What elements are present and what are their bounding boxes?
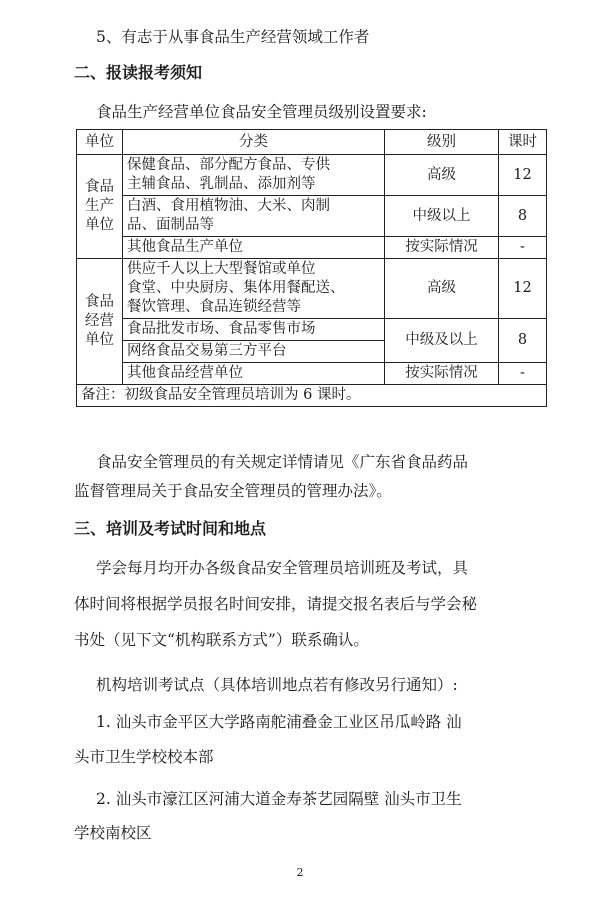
category-cell: 其他食品经营单位 [123,363,385,385]
hours-cell: - [499,237,547,259]
site-1-line-2: 头市卫生学校校本部 [74,748,214,766]
table-row [77,237,547,259]
header-level: 级别 [385,130,499,155]
site-2-line-2: 学校南校区 [74,824,152,842]
site-2-line-1: 2. 汕头市濠江区河浦大道金寿茶艺园隔壁 汕头市卫生 [96,790,462,808]
level-cell: 中级及以上 [385,319,499,363]
site-1-line-1: 1. 汕头市金平区大学路南舵浦叠金工业区吊瓜岭路 汕 [96,713,462,731]
table-intro: 食品生产经营单位食品安全管理员级别设置要求: [96,103,427,121]
reference-line-2: 监督管理局关于食品安全管理员的管理办法》。 [74,482,392,500]
section-heading-2: 二、报读报考须知 [74,63,203,82]
paragraph-line-2: 体时间将根据学员报名时间安排，请提交报名表后与学会秘 [74,595,478,613]
hours-cell: 12 [499,259,547,319]
unit-cell-production: 食品 生产 单位 [77,155,123,259]
level-cell: 按实际情况 [385,237,499,259]
reference-line-1: 食品安全管理员的有关规定详情请见《广东省食品药品 [96,453,469,471]
unit-cell-operation: 食品 经营 单位 [77,259,123,385]
page-number: 2 [296,866,304,879]
level-cell: 高级 [385,155,499,196]
header-unit: 单位 [77,130,123,155]
header-hours: 课时 [499,130,547,155]
paragraph-line-3: 书处（见下文“机构联系方式”）联系确认。 [74,631,369,649]
table-header-row [77,130,547,155]
category-cell: 白酒、食用植物油、大米、肉制 品、面制品等 [123,196,385,237]
table-row [77,155,547,196]
table-row [77,363,547,385]
list-item-5: 5、有志于从事食品生产经营领域工作者 [96,28,370,46]
hours-cell: 8 [499,319,547,363]
requirements-table [76,129,547,407]
category-cell: 其他食品生产单位 [123,237,385,259]
level-cell: 高级 [385,259,499,319]
category-cell: 食品批发市场、食品零售市场 [123,319,385,341]
category-cell: 保健食品、部分配方食品、专供 主辅食品、乳制品、添加剂等 [123,155,385,196]
section-heading-3: 三、培训及考试时间和地点 [74,519,267,538]
category-cell: 网络食品交易第三方平台 [123,341,385,363]
table-row [77,259,547,319]
level-cell: 中级以上 [385,196,499,237]
hours-cell: 12 [499,155,547,196]
table-row [77,319,547,341]
table-note: 备注：初级食品安全管理员培训为 6 课时。 [77,385,547,407]
hours-cell: - [499,363,547,385]
hours-cell: 8 [499,196,547,237]
table-row [77,196,547,237]
paragraph-line-1: 学会每月均开办各级食品安全管理员培训班及考试，具 [96,559,469,577]
table-note-row [77,385,547,407]
category-cell: 供应千人以上大型餐馆或单位 食堂、中央厨房、集体用餐配送、 餐饮管理、食品连锁经营等 [123,259,385,319]
sites-intro: 机构培训考试点（具体培训地点若有修改另行通知）: [96,676,458,694]
level-cell: 按实际情况 [385,363,499,385]
header-category: 分类 [123,130,385,155]
